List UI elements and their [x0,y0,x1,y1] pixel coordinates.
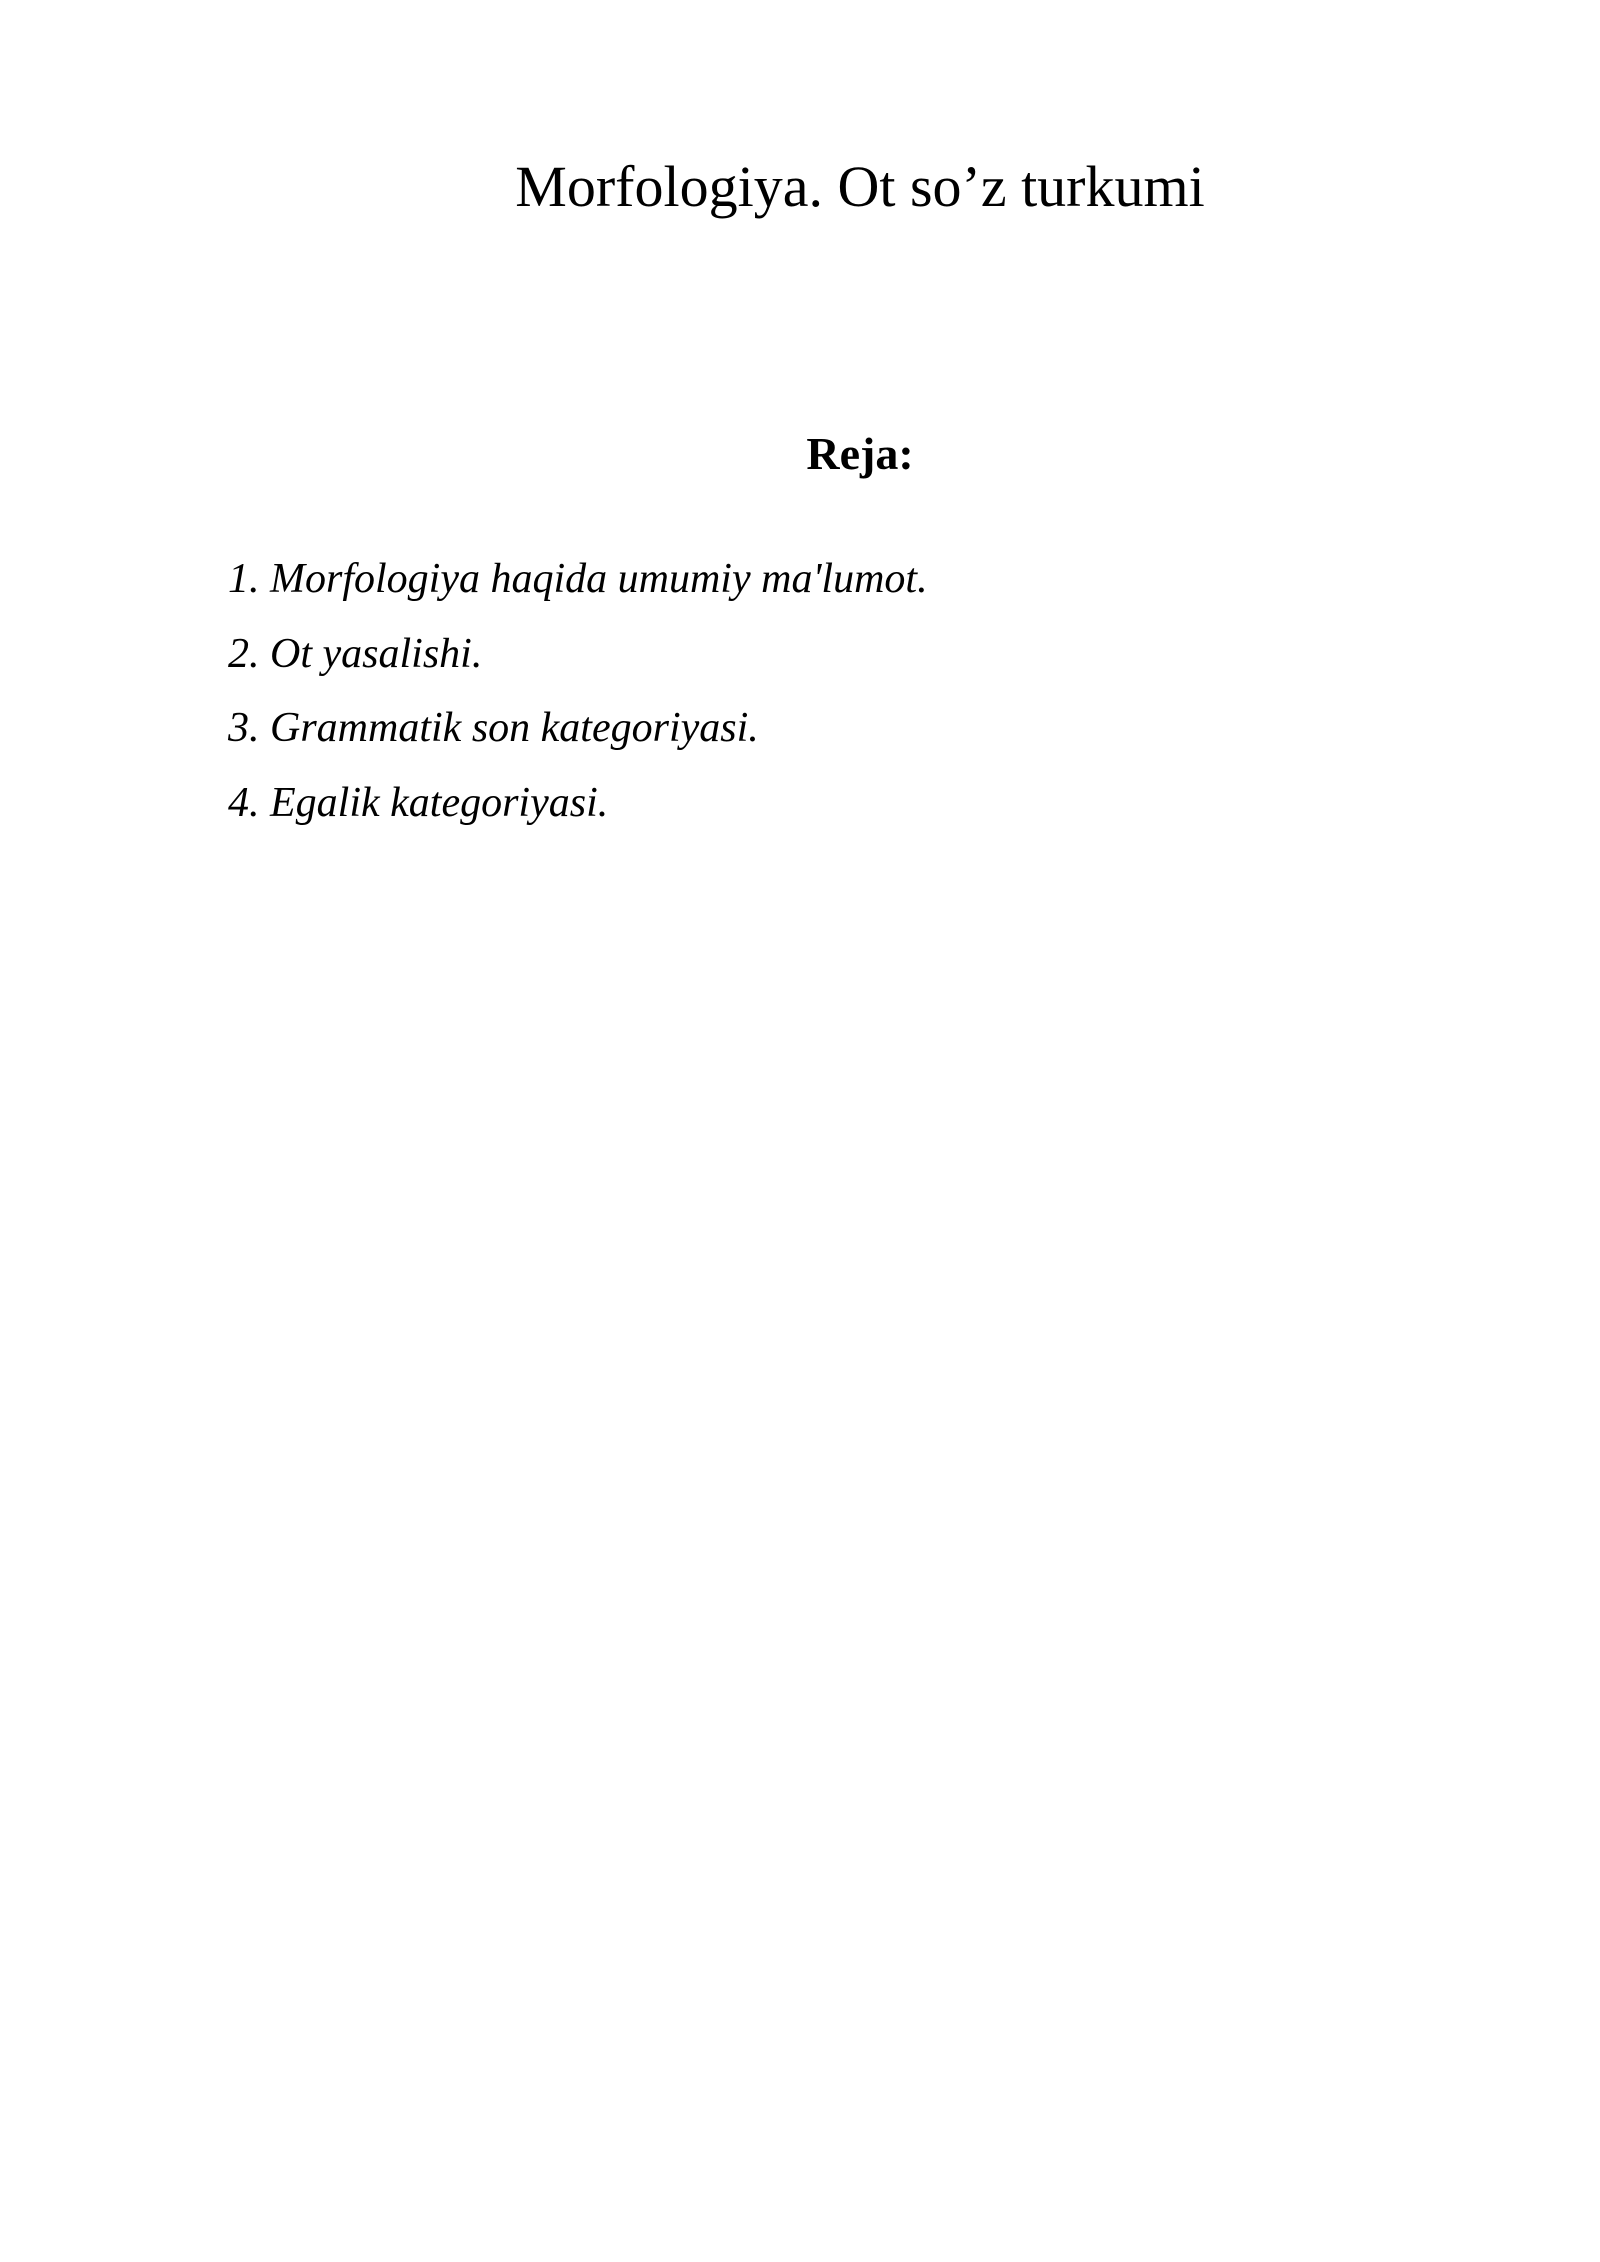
plan-item: 3. Grammatik son kategoriyasi. [228,705,759,751]
plan-item: 1. Morfologiya haqida umumiy ma'lumot. [228,556,928,602]
document-title: Morfologiya. Ot so’z turkumi [515,154,1205,219]
plan-item: 4. Egalik kategoriyasi. [228,779,609,826]
plan-item: 2. Ot yasalishi. [228,630,483,677]
plan-heading: Reja: [806,428,914,479]
plan-list [228,554,928,852]
